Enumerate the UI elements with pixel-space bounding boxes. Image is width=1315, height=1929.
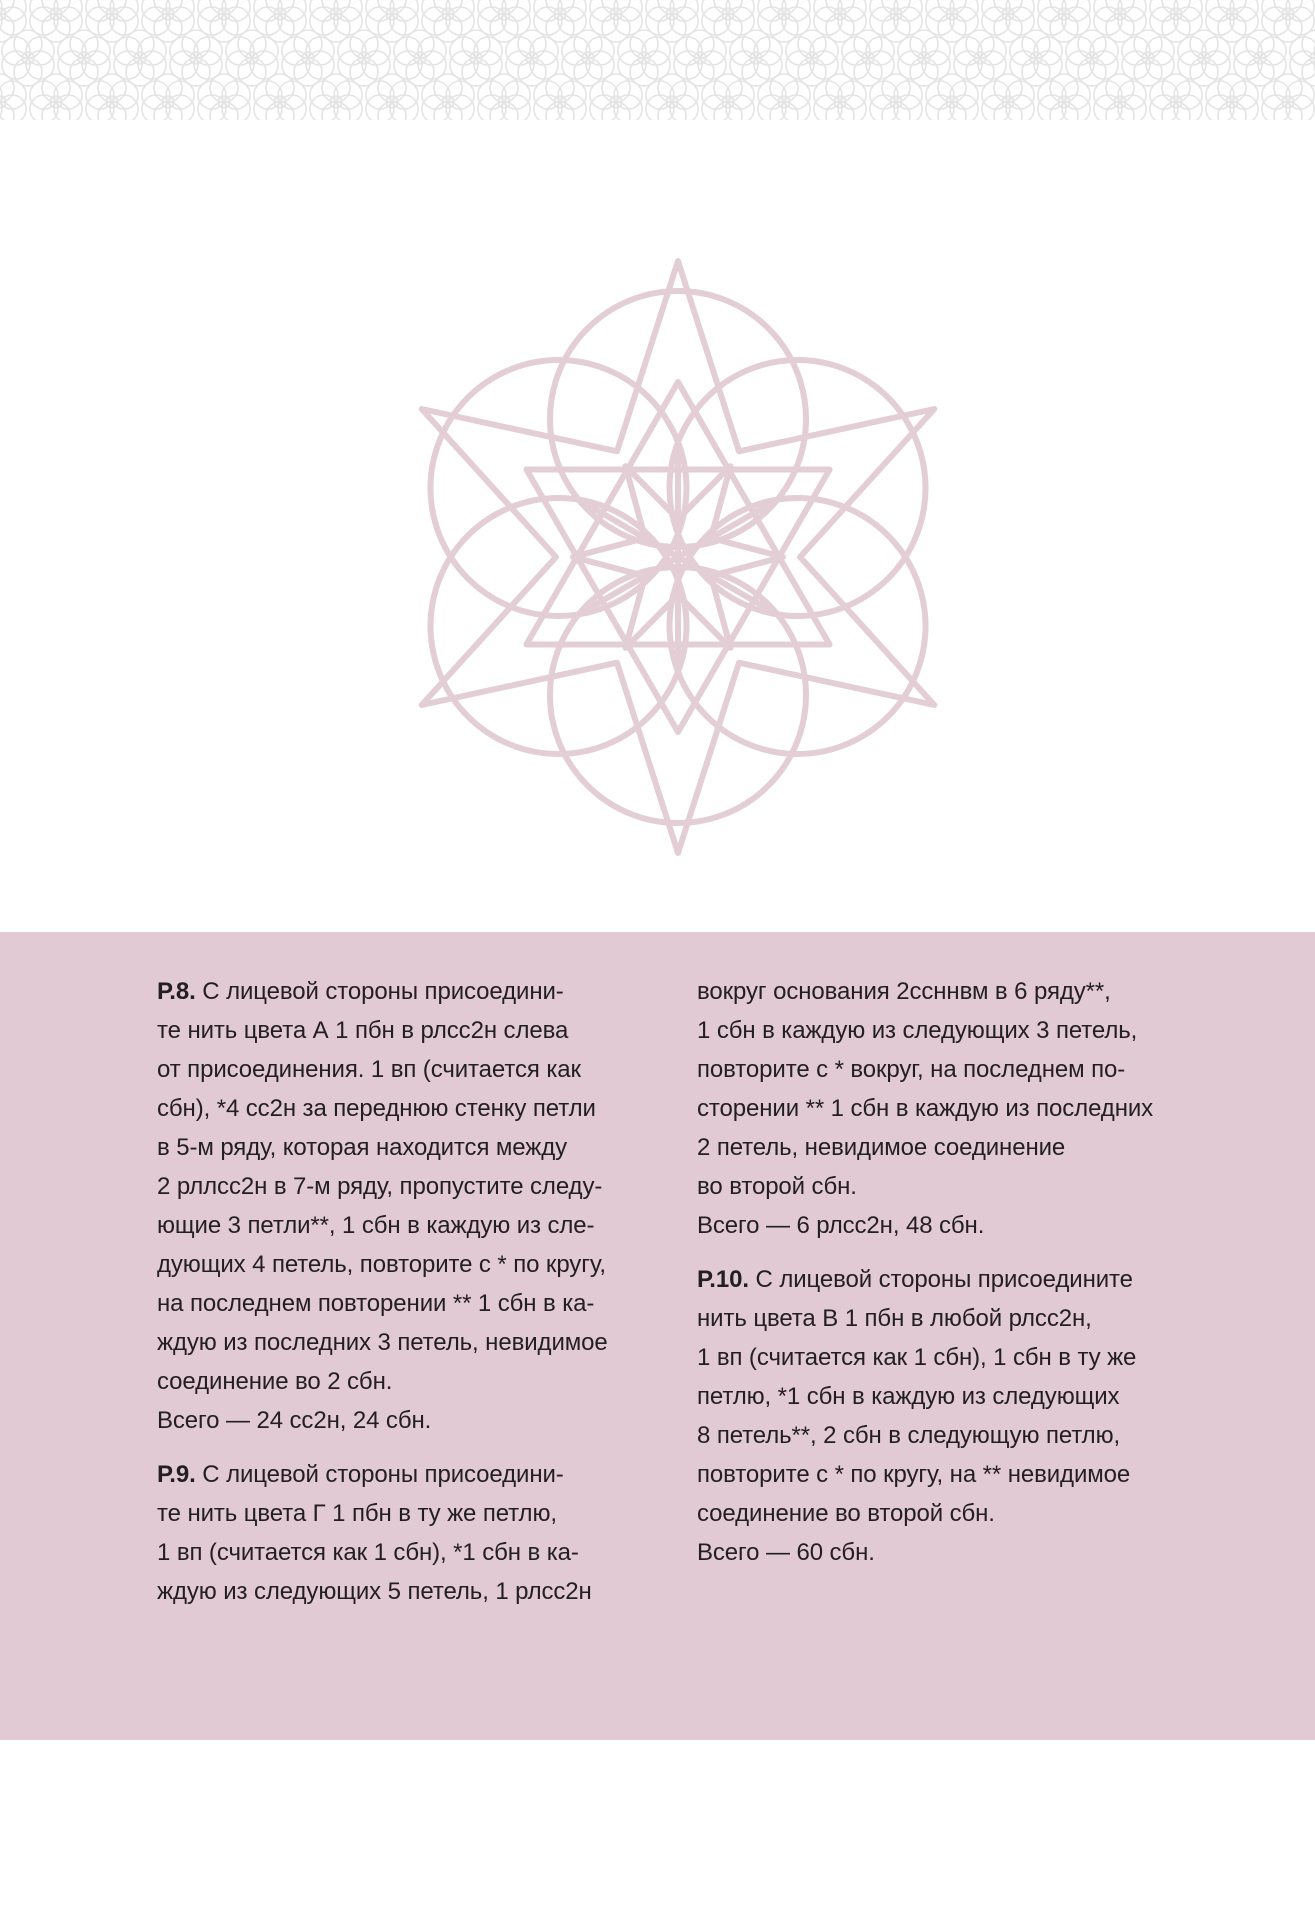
instruction-line: петлю, *1 сбн в каждую из следующих xyxy=(697,1383,1120,1410)
row-8-instructions xyxy=(157,972,657,1440)
instruction-line: нить цвета В 1 пбн в любой рлсс2н, xyxy=(697,1305,1092,1332)
instruction-line: 1 вп (считается как 1 сбн), 1 сбн в ту же xyxy=(697,1344,1137,1371)
row-9-continued xyxy=(697,972,1197,1245)
instruction-line: дующих 4 петель, повторите с * по кругу, xyxy=(157,1251,606,1278)
row-label: Р.9. xyxy=(157,1461,196,1488)
left-column xyxy=(157,972,657,1626)
total-line: Всего — 6 рлсс2н, 48 сбн. xyxy=(697,1212,985,1239)
instruction-line: во второй сбн. xyxy=(697,1173,857,1200)
instruction-line: 1 вп (считается как 1 сбн), *1 сбн в ка- xyxy=(157,1539,579,1566)
instruction-line: сторении ** 1 сбн в каждую из последних xyxy=(697,1095,1154,1122)
instruction-line: сбн), *4 сс2н за переднюю стенку петли xyxy=(157,1095,596,1122)
instruction-line: Р.8. С лицевой стороны присоедини- xyxy=(157,978,564,1005)
instruction-line: Р.10. С лицевой стороны присоедините xyxy=(697,1266,1133,1293)
instruction-line: ждую из следующих 5 петель, 1 рлсс2н xyxy=(157,1578,592,1605)
instruction-line: те нить цвета Г 1 пбн в ту же петлю, xyxy=(157,1500,557,1527)
instruction-line: 8 петель**, 2 сбн в следующую петлю, xyxy=(697,1422,1121,1449)
instruction-line: вокруг основания 2ссннвм в 6 ряду**, xyxy=(697,978,1111,1005)
row-9-instructions xyxy=(157,1455,657,1611)
row-label: Р.10. xyxy=(697,1266,749,1293)
instruction-line: те нить цвета А 1 пбн в рлсс2н слева xyxy=(157,1017,569,1044)
instruction-line: на последнем повторении ** 1 сбн в ка- xyxy=(157,1290,595,1317)
total-line: Всего — 24 сс2н, 24 сбн. xyxy=(157,1407,432,1434)
instruction-line: соединение во 2 сбн. xyxy=(157,1368,393,1395)
instruction-line: Р.9. С лицевой стороны присоедини- xyxy=(157,1461,564,1488)
instruction-line: 2 петель, невидимое соединение xyxy=(697,1134,1066,1161)
instruction-line: соединение во второй сбн. xyxy=(697,1500,995,1527)
total-line: Всего — 60 сбн. xyxy=(697,1539,875,1566)
instruction-line: ждую из последних 3 петель, невидимое xyxy=(157,1329,608,1356)
right-column xyxy=(697,972,1197,1587)
instruction-line: повторите с * вокруг, на последнем по- xyxy=(697,1056,1126,1083)
row-10-instructions xyxy=(697,1260,1197,1572)
instruction-line: 2 рллсс2н в 7-м ряду, пропустите следу- xyxy=(157,1173,603,1200)
rosette-ornament-icon xyxy=(0,0,1315,940)
instruction-line: повторите с * по кругу, на ** невидимое xyxy=(697,1461,1131,1488)
row-label: Р.8. xyxy=(157,978,196,1005)
instruction-line: ющие 3 петли**, 1 сбн в каждую из сле- xyxy=(157,1212,595,1239)
instruction-line: 1 сбн в каждую из следующих 3 петель, xyxy=(697,1017,1138,1044)
instruction-line: от присоединения. 1 вп (считается как xyxy=(157,1056,581,1083)
instruction-line: в 5-м ряду, которая находится между xyxy=(157,1134,568,1161)
